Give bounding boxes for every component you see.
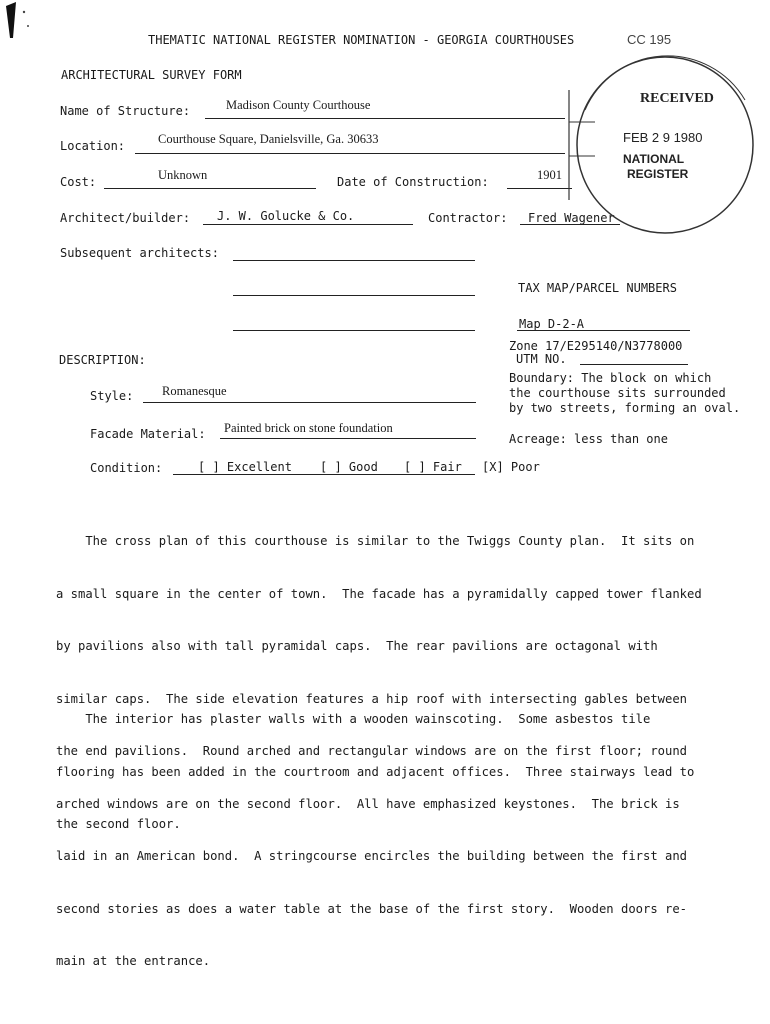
zone-text: Zone 17/E295140/N3778000 — [509, 339, 683, 353]
utm-underline — [580, 364, 688, 365]
paragraph-line: laid in an American bond. A stringcourse encircles the building between the first and — [56, 849, 688, 863]
cost-label: Cost: — [60, 175, 97, 189]
architect-label: Architect/builder: — [60, 211, 191, 225]
paragraph-line: by pavilions also with tall pyramidal caps. The rear pavilions are octagonal with — [56, 639, 658, 653]
contractor-value: Fred Wagener — [528, 211, 615, 225]
paragraph-line: similar caps. The side elevation features a hip roof with intersecting gables between — [56, 691, 688, 706]
stamp-code: CC 195 — [627, 32, 672, 47]
location-underline — [135, 153, 565, 154]
condition-good: [ ] Good — [320, 460, 378, 474]
name-label: Name of Structure: — [60, 104, 191, 118]
paragraph-line: the end pavilions. Round arched and rectangular windows are on the first floor; round — [56, 744, 688, 758]
subsequent-label: Subsequent architects: — [60, 246, 219, 260]
boundary-line-1: Boundary: The block on which — [509, 371, 712, 385]
subsequent-line-3 — [233, 330, 475, 331]
map-value: Map D-2-A — [519, 317, 585, 331]
architect-underline — [203, 224, 413, 225]
paragraph-line: The cross plan of this courthouse is similar to the Twiggs County plan. It sits on — [56, 534, 695, 548]
subsequent-line-1 — [233, 260, 475, 261]
description-heading: DESCRIPTION: — [59, 353, 146, 367]
paragraph-line: a small square in the center of town. The facade has a pyramidally capped tower flanked — [56, 586, 702, 601]
stamp-line1: NATIONAL — [623, 152, 685, 166]
stamp-date: FEB 2 9 1980 — [623, 130, 703, 145]
condition-fair: [ ] Fair — [404, 460, 462, 474]
facade-label: Facade Material: — [90, 427, 206, 441]
date-label: Date of Construction: — [337, 175, 489, 189]
style-label: Style: — [90, 389, 134, 403]
cost-underline — [104, 188, 316, 189]
form-label: ARCHITECTURAL SURVEY FORM — [61, 68, 242, 82]
condition-label: Condition: — [90, 461, 163, 475]
tax-map-heading: TAX MAP/PARCEL NUMBERS — [518, 281, 677, 295]
location-label: Location: — [60, 139, 126, 153]
date-value: 1901 — [537, 168, 562, 182]
paragraph-line: flooring has been added in the courtroom and adjacent offices. Three stairways lead to — [56, 764, 695, 779]
paragraph-line: arched windows are on the second floor. All have emphasized keystones. The brick is — [56, 796, 680, 811]
contractor-label: Contractor: — [428, 211, 508, 225]
acreage-text: Acreage: less than one — [509, 432, 668, 446]
paragraph-line: The interior has plaster walls with a wooden wainscoting. Some asbestos tile — [56, 712, 651, 726]
received-stamp — [555, 30, 765, 235]
facade-underline — [220, 438, 476, 439]
boundary-line-2: the courthouse sits surrounded — [509, 386, 726, 400]
utm-label: UTM NO. — [516, 352, 567, 366]
stamp-line2: REGISTER — [627, 167, 689, 181]
condition-poor: [X] Poor — [482, 460, 540, 474]
architect-value: J. W. Golucke & Co. — [217, 209, 355, 223]
cost-value: Unknown — [158, 168, 208, 182]
facade-value: Painted brick on stone foundation — [224, 421, 393, 435]
paragraph-line: the second floor. — [56, 817, 181, 831]
paragraph-line: second stories as does a water table at the base of the first story. Wooden doors re- — [56, 901, 688, 916]
boundary-line-3: by two streets, forming an oval. — [509, 401, 741, 415]
subsequent-line-2 — [233, 295, 475, 296]
form-title: THEMATIC NATIONAL REGISTER NOMINATION - GEORGIA COURTHOUSES — [148, 33, 575, 47]
corner-mark — [4, 0, 44, 40]
style-underline — [143, 402, 476, 403]
paragraph-line: main at the entrance. — [56, 954, 211, 968]
style-value: Romanesque — [162, 384, 227, 398]
stamp-received: RECEIVED — [640, 91, 714, 106]
condition-excellent: [ ] Excellent — [198, 460, 292, 474]
location-value: Courthouse Square, Danielsville, Ga. 30633 — [158, 132, 379, 146]
map-underline — [517, 330, 690, 331]
description-paragraph-2 — [56, 676, 736, 851]
name-underline — [205, 118, 565, 119]
name-value: Madison County Courthouse — [226, 98, 371, 112]
